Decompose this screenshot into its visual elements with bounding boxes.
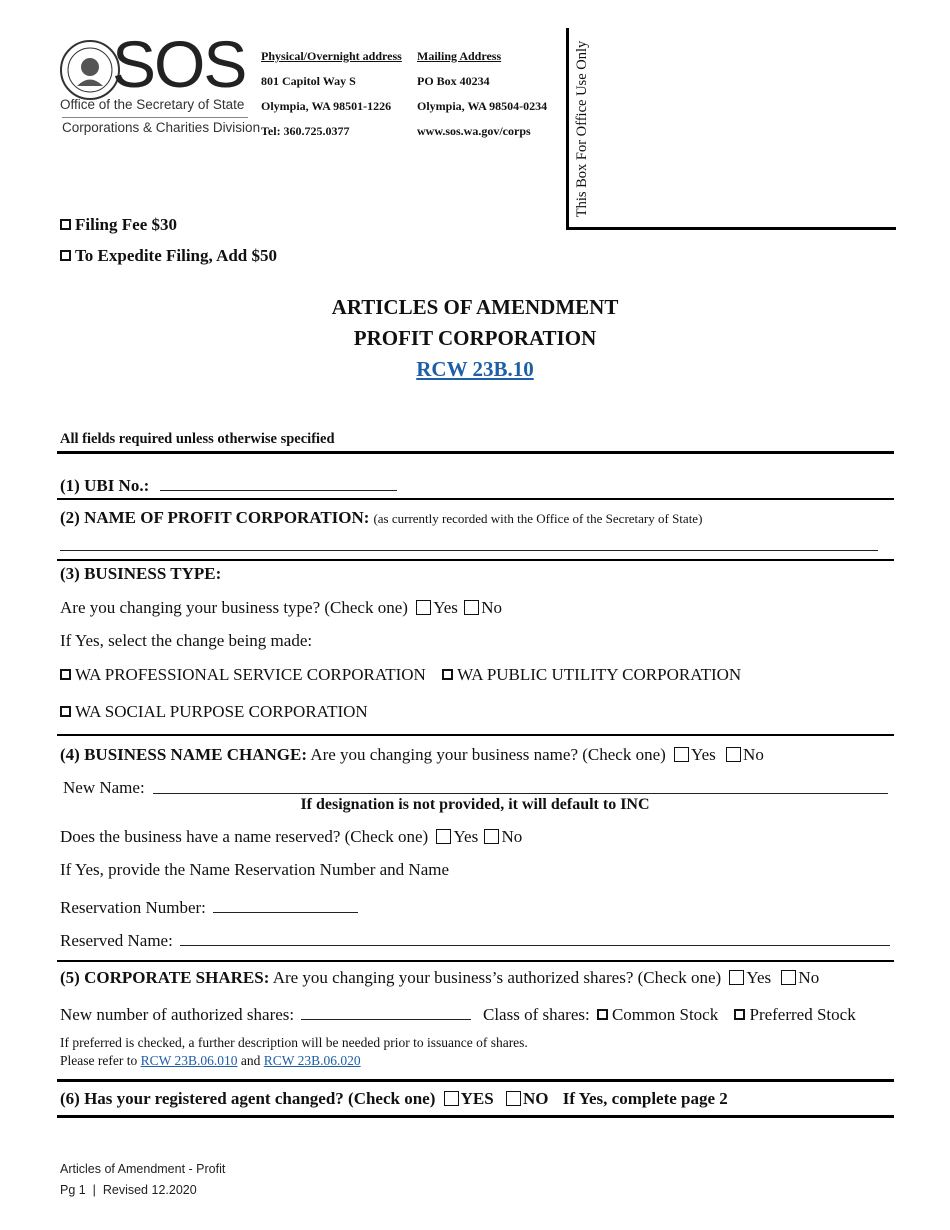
title-line2: PROFIT CORPORATION (353, 326, 597, 350)
reservation-number-row: Reservation Number: (60, 898, 358, 918)
public-utility-checkbox[interactable] (442, 669, 453, 680)
logo-line1: Office of the Secretary of State (60, 97, 245, 112)
rcw-06-020-link[interactable]: RCW 23B.06.020 (263, 1053, 361, 1068)
business-type-options-row2: WA SOCIAL PURPOSE CORPORATION (60, 702, 368, 722)
expedite-fee (60, 246, 277, 266)
business-type-options-row1: WA PROFESSIONAL SERVICE CORPORATION WA PUBLIC UTILITY CORPORATION (60, 665, 741, 685)
name-change-no-checkbox[interactable] (726, 747, 741, 762)
section-name-change: (4) BUSINESS NAME CHANGE: Are you changing your business name? (Check one) Yes No (60, 745, 764, 764)
ubi-label: (1) UBI No.: (60, 476, 150, 495)
reserved-name-row: Reserved Name: (60, 931, 890, 951)
agent-no-checkbox[interactable] (506, 1091, 521, 1106)
name-change-yes-checkbox[interactable] (674, 747, 689, 762)
preferred-stock-checkbox[interactable] (734, 1009, 745, 1020)
shares-yes-checkbox[interactable] (729, 970, 744, 985)
office-use-label: This Box For Office Use Only (574, 40, 590, 218)
common-stock-checkbox[interactable] (597, 1009, 608, 1020)
rcw-06-010-link[interactable]: RCW 23B.06.010 (140, 1053, 238, 1068)
title-line1: ARTICLES OF AMENDMENT (331, 295, 619, 319)
reservation-number-input[interactable] (213, 901, 358, 913)
business-type-if-yes: If Yes, select the change being made: (60, 631, 313, 650)
shares-no-checkbox[interactable] (781, 970, 796, 985)
business-type-question: Are you changing your business type? (Check one) Yes No (60, 598, 502, 617)
name-reserved-question: Does the business have a name reserved? (Check one) Yes No (60, 827, 523, 846)
section-ubi (60, 476, 397, 496)
mailing-address (417, 44, 547, 144)
corp-name-input[interactable] (60, 550, 878, 551)
filing-fee-checkbox[interactable] (60, 219, 71, 230)
reserved-name-input[interactable] (180, 934, 890, 946)
section-registered-agent: (6) Has your registered agent changed? (Check one) YES NO If Yes, complete page 2 (60, 1089, 728, 1108)
business-type-no-checkbox[interactable] (464, 600, 479, 615)
mailing-line2: Olympia, WA 98504-0234 (417, 99, 548, 113)
new-name-input[interactable] (153, 793, 888, 794)
shares-label: (5) CORPORATE SHARES: (60, 968, 270, 987)
footer-page: Pg 1 | Revised 12.2020 (60, 1183, 197, 1197)
corp-name-label: (2) NAME OF PROFIT CORPORATION: (60, 508, 370, 527)
physical-line1: 801 Capitol Way S (261, 74, 356, 88)
social-purpose-checkbox[interactable] (60, 706, 71, 717)
corp-name-note: (as currently recorded with the Office of the Secretary of State) (373, 511, 703, 526)
section-shares: (5) CORPORATE SHARES: Are you changing your business’s authorized shares? (Check one) Yes No (60, 968, 820, 987)
expedite-checkbox[interactable] (60, 250, 71, 261)
new-shares-row: New number of authorized shares: (60, 1005, 471, 1025)
physical-line3: Tel: 360.725.0377 (261, 124, 350, 138)
business-type-label: (3) BUSINESS TYPE: (60, 564, 222, 583)
footer (60, 1159, 225, 1201)
expedite-label: To Expedite Filing, Add $50 (75, 246, 278, 265)
rcw-link[interactable]: RCW 23B.10 (416, 357, 534, 381)
filing-fee (60, 215, 177, 235)
name-reserved-yes-checkbox[interactable] (436, 829, 451, 844)
new-name-label: New Name: (63, 778, 145, 797)
agent-yes-checkbox[interactable] (444, 1091, 459, 1106)
physical-heading: Physical/Overnight address (261, 49, 402, 63)
mailing-line1: PO Box 40234 (417, 74, 490, 88)
designation-note: If designation is not provided, it will default to INC (300, 796, 650, 813)
reservation-instruction: If Yes, provide the Name Reservation Number and Name (60, 860, 450, 879)
section-corp-name (60, 508, 702, 528)
sos-logo (60, 27, 261, 140)
form-title (0, 292, 950, 385)
footer-title: Articles of Amendment - Profit (60, 1162, 226, 1176)
required-note: All fields required unless otherwise specified (60, 431, 335, 447)
preferred-note: If preferred is checked, a further description will be needed prior to issuance of shares. Please refer to RCW 23B.06.010 and RCW 23B.06.020 (60, 1035, 528, 1068)
professional-service-checkbox[interactable] (60, 669, 71, 680)
office-use-box (566, 28, 896, 230)
physical-address (261, 44, 402, 144)
name-reserved-no-checkbox[interactable] (484, 829, 499, 844)
filing-fee-label: Filing Fee $30 (75, 215, 177, 234)
mailing-line3: www.sos.wa.gov/corps (417, 124, 531, 138)
share-class-row: Class of shares: Common Stock Preferred Stock (483, 1005, 856, 1024)
ubi-input[interactable] (160, 479, 397, 491)
physical-line2: Olympia, WA 98501-1226 (261, 99, 392, 113)
logo-line2: Corporations & Charities Division (62, 120, 261, 135)
business-type-yes-checkbox[interactable] (416, 600, 431, 615)
name-change-label: (4) BUSINESS NAME CHANGE: (60, 745, 307, 764)
logo-letters: SOS (112, 27, 246, 101)
agent-instruction: If Yes, complete page 2 (562, 1089, 728, 1108)
mailing-heading: Mailing Address (417, 49, 502, 63)
new-shares-input[interactable] (301, 1008, 471, 1020)
